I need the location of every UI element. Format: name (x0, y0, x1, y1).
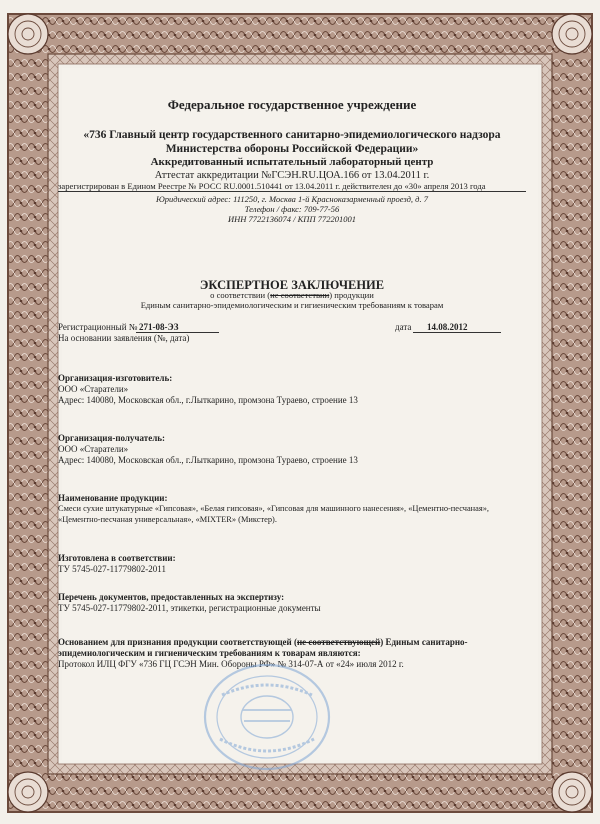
manufacturer-name: ООО «Старатели» (58, 384, 129, 394)
product-heading: Наименование продукции: (58, 493, 168, 503)
basis-heading-line2: эпидемиологическим и гигиеническим требованиям к товарам являются: (58, 648, 361, 658)
made-per-heading: Изготовлена в соответствии: (58, 553, 176, 563)
made-per-value: ТУ 5745-027-11779802-2011 (58, 564, 166, 574)
reg-number-value: 271-08-ЭЗ (136, 322, 219, 333)
date-label: дата (395, 322, 412, 332)
document-subtitle: о соответствии (не соответствии) продукции (210, 290, 374, 300)
manufacturer-address: Адрес: 140080, Московская обл., г.Лыткарино, промзона Тураево, строение 13 (58, 395, 358, 405)
legal-address: Юридический адрес: 111250, г. Москва 1-й Красноказарменный проезд, д. 7 (156, 194, 428, 204)
round-stamp (192, 655, 342, 775)
phone-fax: Телефон / факс: 709-77-56 (244, 204, 340, 214)
recipient-name: ООО «Старатели» (58, 444, 129, 454)
documents-value: ТУ 5745-027-11779802-2011, этикетки, регистрационные документы (58, 603, 321, 613)
accreditation: Аттестат аккредитации №ГСЭН.RU.ЦОА.166 от 13.04.2011 г. (154, 170, 430, 181)
basis-application-label: На основании заявления (№, дата) (58, 333, 190, 343)
center-name-line2: Министерства обороны Российской Федерации» (165, 143, 419, 155)
recipient-heading: Организация-получатель: (58, 433, 165, 443)
basis-protocol: Протокол ИЛЦ ФГУ «736 ГЦ ГСЭН Мин. Обороны РФ» № 314-07-А от «24» июля 2012 г. (58, 659, 404, 669)
documents-heading: Перечень документов, предоставленных на экспертизу: (58, 592, 285, 602)
inn-kpp: ИНН 7722136074 / КПП 772201001 (228, 214, 356, 224)
recipient-address: Адрес: 140080, Московская обл., г.Лыткарино, промзона Тураево, строение 13 (58, 455, 358, 465)
product-line2: «Цементно-песчаная универсальная», «MIXTER» (Микстер). (58, 515, 277, 524)
reg-number-label: Регистрационный № (58, 322, 138, 332)
manufacturer-heading: Организация-изготовитель: (58, 373, 173, 383)
document-subtitle-line2: Единым санитарно-эпидемиологическим и гигиеническим требованиям к товарам (140, 300, 444, 310)
product-line1: Смеси сухие штукатурные «Гипсовая», «Белая гипсовая», «Гипсовая для машинного нанесения», «Цементно-песчаная», (58, 504, 490, 513)
org-type: Федеральное государственное учреждение (167, 97, 417, 112)
center-name-line1: «736 Главный центр государственного санитарно-эпидемиологического надзора (83, 129, 501, 141)
basis-heading: Основанием для признания продукции соответствующей (не соответствующей) Единым санитарно- (58, 637, 468, 647)
date-value: 14.08.2012 (413, 322, 501, 333)
registry-line: зарегистрирован в Едином Реестре № РОСС RU.0001.510441 от 13.04.2011 г. действителен до «30» апреля 2013 года (58, 181, 526, 192)
lab-name: Аккредитованный испытательный лабораторный центр (150, 156, 434, 168)
document-title: ЭКСПЕРТНОЕ ЗАКЛЮЧЕНИЕ (199, 278, 385, 292)
